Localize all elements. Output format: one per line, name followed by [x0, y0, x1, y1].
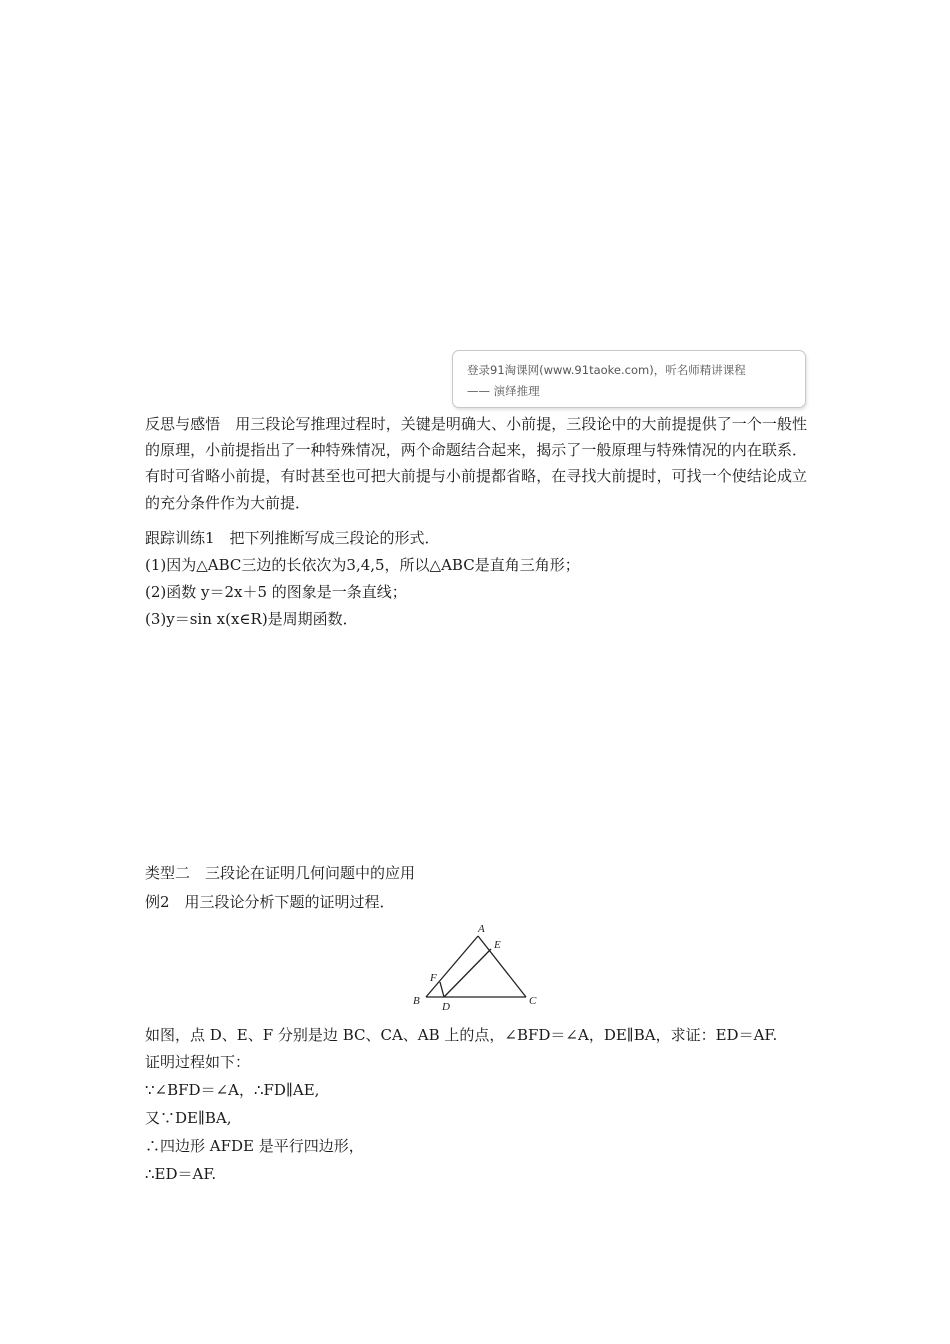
exercise-title: 跟踪训练1 把下列推断写成三段论的形式． — [145, 529, 440, 547]
segment-de — [444, 949, 491, 997]
proof-step-4: ∴ED＝AF. — [145, 1165, 217, 1183]
proof-step-2: 又∵DE∥BA, — [145, 1109, 232, 1127]
segment-ac — [478, 936, 526, 997]
label-a: A — [478, 923, 485, 935]
exercise-item-1: (1)因为△ABC三边的长依次为3,4,5，所以△ABC是直角三角形； — [145, 556, 580, 574]
banner-topic-text: —— 演绎推理 — [467, 384, 540, 398]
label-b: B — [413, 995, 420, 1007]
exercise-item-3: (3)y＝sin x(x∈R)是周期函数． — [145, 610, 358, 628]
course-banner[interactable] — [452, 350, 806, 408]
label-d: D — [442, 1001, 450, 1013]
label-f: F — [430, 972, 437, 984]
segment-ba — [426, 936, 478, 997]
proof-step-1: ∵∠BFD＝∠A，∴FD∥AE, — [145, 1081, 320, 1099]
section-title: 类型二 三段论在证明几何问题中的应用 — [145, 864, 416, 882]
label-c: C — [529, 995, 537, 1007]
label-e: E — [494, 939, 501, 951]
reflection-paragraph: 反思与感悟 用三段论写推理过程时，关键是明确大、小前提，三段论中的大前提提供了一个一般性的原理，小前提指出了一种特殊情况，两个命题结合起来，揭示了一般原理与特殊情况的内在联系．有时可省略小前提，有时甚至也可把大前提与小前提都省略，在寻找大前提时，可找一个使结论成立的充分条件作为大前提． — [145, 415, 807, 512]
example-title: 例2 用三段论分析下题的证明过程． — [145, 893, 395, 911]
segment-fd — [440, 982, 444, 997]
exercise-item-2: (2)函数 y＝2x＋5 的图象是一条直线； — [145, 583, 407, 601]
triangle-figure — [408, 920, 548, 1015]
proof-intro: 证明过程如下： — [145, 1053, 251, 1071]
problem-statement: 如图，点 D、E、F 分别是边 BC、CA、AB 上的点，∠BFD＝∠A，DE∥BA，求证：ED＝AF. — [145, 1026, 778, 1044]
proof-step-3: ∴四边形 AFDE 是平行四边形， — [145, 1137, 364, 1155]
banner-website-text: 登录91淘课网(www.91taoke.com)，听名师精讲课程 — [467, 363, 746, 377]
